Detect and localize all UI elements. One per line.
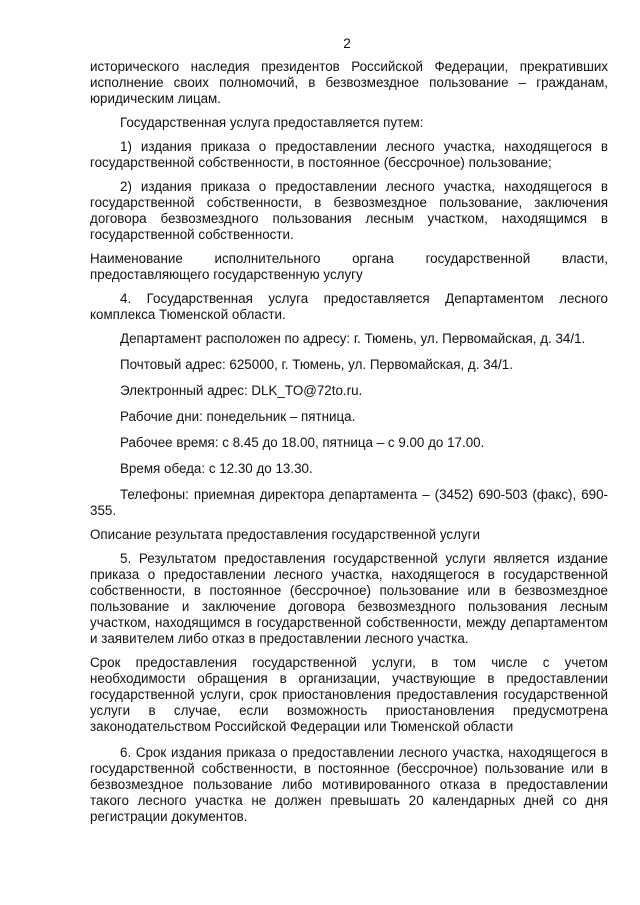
section-heading-authority: Наименование исполнительного органа государственной власти, предоставляющего государственную услугу	[90, 251, 608, 282]
paragraph-email: Электронный адрес: DLK_TO@72to.ru.	[120, 383, 363, 398]
paragraph-lunch: Время обеда: с 12.30 до 13.30.	[120, 461, 313, 476]
paragraph-postal-address: Почтовый адрес: 625000, г. Тюмень, ул. Первомайская, д. 34/1.	[120, 357, 513, 372]
list-item-2: 2) издания приказа о предоставлении лесного участка, находящегося в государственной собственности, в безвозмездное пользование, заключения договора безвозмездного пользования лесным участком, находящимся в государственной собственности.	[90, 179, 608, 242]
section-heading-result: Описание результата предоставления государственной услуги	[90, 527, 480, 542]
page-number: 2	[343, 36, 351, 51]
list-item-1: 1) издания приказа о предоставлении лесного участка, находящегося в государственной собственности, в постоянное (бессрочное) пользование;	[90, 139, 608, 170]
paragraph-5: 5. Результатом предоставления государственной услуги является издание приказа о предоставлении лесного участка, находящегося в государственной собственности, в постоянное (бессрочное) пользование или в безвозмездное пользование и заключение договора безвозмездного пользования лесным участком, находящимся в государственной собственности, между департаментом и заявителем либо отказ в предоставлении лесного участка.	[90, 551, 608, 646]
paragraph-6: 6. Срок издания приказа о предоставлении лесного участка, находящегося в государственной собственности, в постоянное (бессрочное) пользование или в безвозмездное пользование либо мотивированного отказа в предоставлении такого лесного участка не должен превышать 20 календарных дней со дня регистрации документов.	[90, 745, 608, 824]
paragraph-address: Департамент расположен по адресу: г. Тюмень, ул. Первомайская, д. 34/1.	[120, 331, 586, 346]
paragraph-4: 4. Государственная услуга предоставляется Департаментом лесного комплекса Тюменской области.	[90, 291, 608, 322]
section-heading-term: Срок предоставления государственной услуги, в том числе с учетом необходимости обращения в организации, участвующие в предоставлении государственной услуги, срок приостановления предоставления государственной услуги в случае, если возможность приостановления предусмотрена законодательством Российской Федерации или Тюменской области	[90, 655, 608, 734]
paragraph-workdays: Рабочие дни: понедельник – пятница.	[120, 409, 356, 424]
paragraph-heritage: исторического наследия президентов Российской Федерации, прекративших исполнение своих полномочий, в безвозмездное пользование – гражданам, юридическим лицам.	[90, 59, 608, 106]
paragraph-service-method: Государственная услуга предоставляется путем:	[120, 115, 424, 130]
paragraph-work-hours: Рабочее время: с 8.45 до 18.00, пятница – с 9.00 до 17.00.	[120, 435, 485, 450]
paragraph-phones: Телефоны: приемная директора департамента – (3452) 690-503 (факс), 690-355.	[90, 487, 608, 518]
